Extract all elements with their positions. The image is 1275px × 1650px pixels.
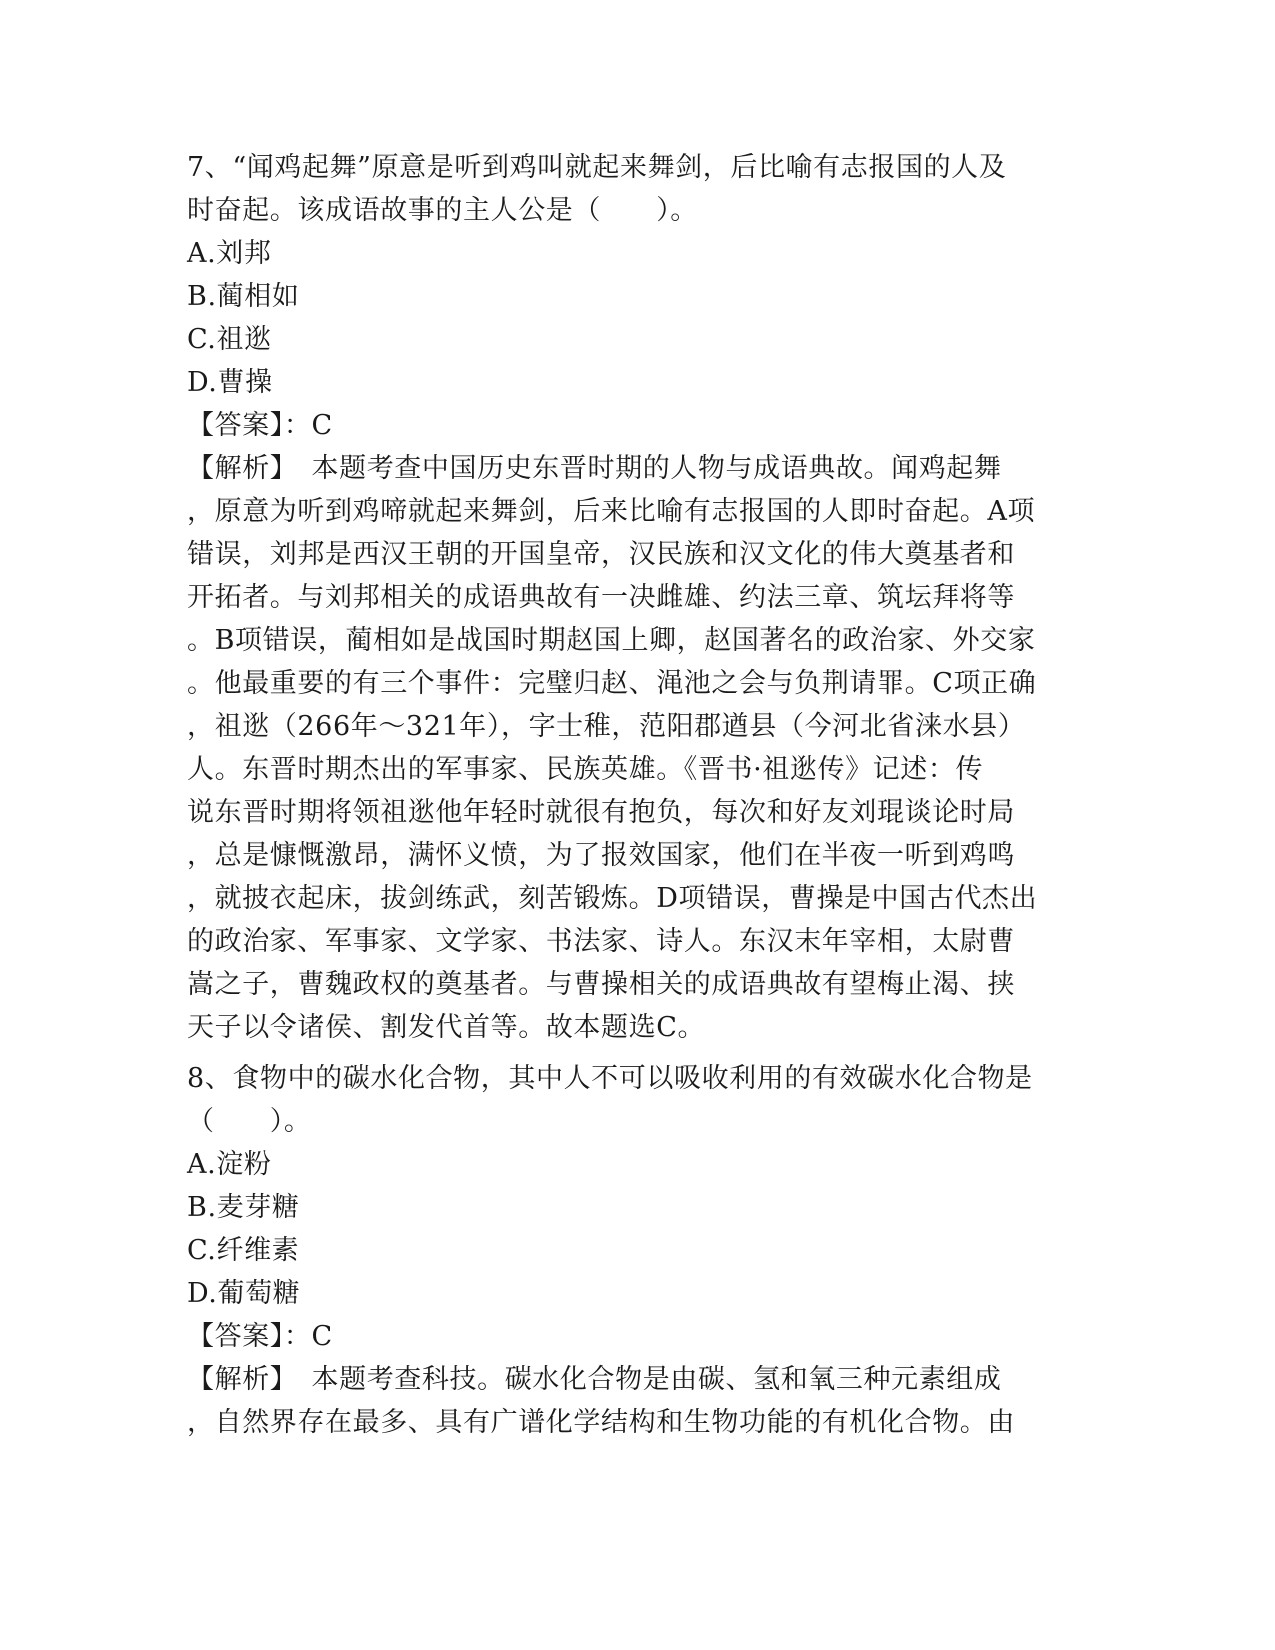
question-7	[187, 146, 1087, 1049]
option-a: A.淀粉	[187, 1149, 272, 1180]
question-stem-line: 7、“闻鸡起舞”原意是听到鸡叫就起来舞剑，后比喻有志报国的人及	[187, 152, 1007, 183]
analysis-line: 【解析】 本题考查中国历史东晋时期的人物与成语典故。闻鸡起舞	[187, 453, 1002, 484]
analysis-line: 错误，刘邦是西汉王朝的开国皇帝，汉民族和汉文化的伟大奠基者和	[187, 539, 1015, 570]
option-a: A.刘邦	[187, 238, 272, 269]
answer-line: 【答案】：C	[187, 410, 333, 441]
analysis-line: 嵩之子，曹魏政权的奠基者。与曹操相关的成语典故有望梅止渴、挟	[187, 969, 1015, 1000]
analysis-line: 。B项错误，蔺相如是战国时期赵国上卿，赵国著名的政治家、外交家	[187, 625, 1036, 656]
option-b: B.蔺相如	[187, 281, 300, 312]
analysis-line: 。他最重要的有三个事件：完璧归赵、渑池之会与负荆请罪。C项正确	[187, 668, 1037, 699]
option-c: C.祖逖	[187, 324, 272, 355]
question-stem-line: 时奋起。该成语故事的主人公是（ ）。	[187, 195, 698, 226]
question-stem-line: 8、食物中的碳水化合物，其中人不可以吸收利用的有效碳水化合物是	[187, 1063, 1033, 1094]
analysis-line: 开拓者。与刘邦相关的成语典故有一决雌雄、约法三章、筑坛拜将等	[187, 582, 1015, 613]
option-b: B.麦芽糖	[187, 1192, 300, 1223]
analysis-line: ，祖逖（266年～321年），字士稚，范阳郡遒县（今河北省涞水县）	[187, 711, 1026, 742]
analysis-line: 人。东晋时期杰出的军事家、民族英雄。《晋书·祖逖传》记述：传	[187, 754, 984, 785]
question-separator	[187, 1049, 1087, 1057]
option-d: D.葡萄糖	[187, 1278, 301, 1309]
analysis-line: ，就披衣起床，拔剑练武，刻苦锻炼。D项错误，曹操是中国古代杰出	[187, 883, 1038, 914]
analysis-line: ，总是慷慨激昂，满怀义愤，为了报效国家，他们在半夜一听到鸡鸣	[187, 840, 1015, 871]
analysis-line: 【解析】 本题考查科技。碳水化合物是由碳、氢和氧三种元素组成	[187, 1364, 1002, 1395]
answer-line: 【答案】：C	[187, 1321, 333, 1352]
option-c: C.纤维素	[187, 1235, 300, 1266]
analysis-line: ，自然界存在最多、具有广谱化学结构和生物功能的有机化合物。由	[187, 1407, 1015, 1438]
analysis-line: 的政治家、军事家、文学家、书法家、诗人。东汉末年宰相，太尉曹	[187, 926, 1015, 957]
analysis-line: 说东晋时期将领祖逖他年轻时就很有抱负，每次和好友刘琨谈论时局	[187, 797, 1015, 828]
document-page	[187, 146, 1087, 1444]
option-d: D.曹操	[187, 367, 273, 398]
analysis-line: ，原意为听到鸡啼就起来舞剑，后来比喻有志报国的人即时奋起。A项	[187, 496, 1036, 527]
analysis-line: 天子以令诸侯、割发代首等。故本题选C。	[187, 1012, 706, 1043]
question-stem-line: （ ）。	[187, 1106, 312, 1137]
question-8	[187, 1057, 1087, 1444]
